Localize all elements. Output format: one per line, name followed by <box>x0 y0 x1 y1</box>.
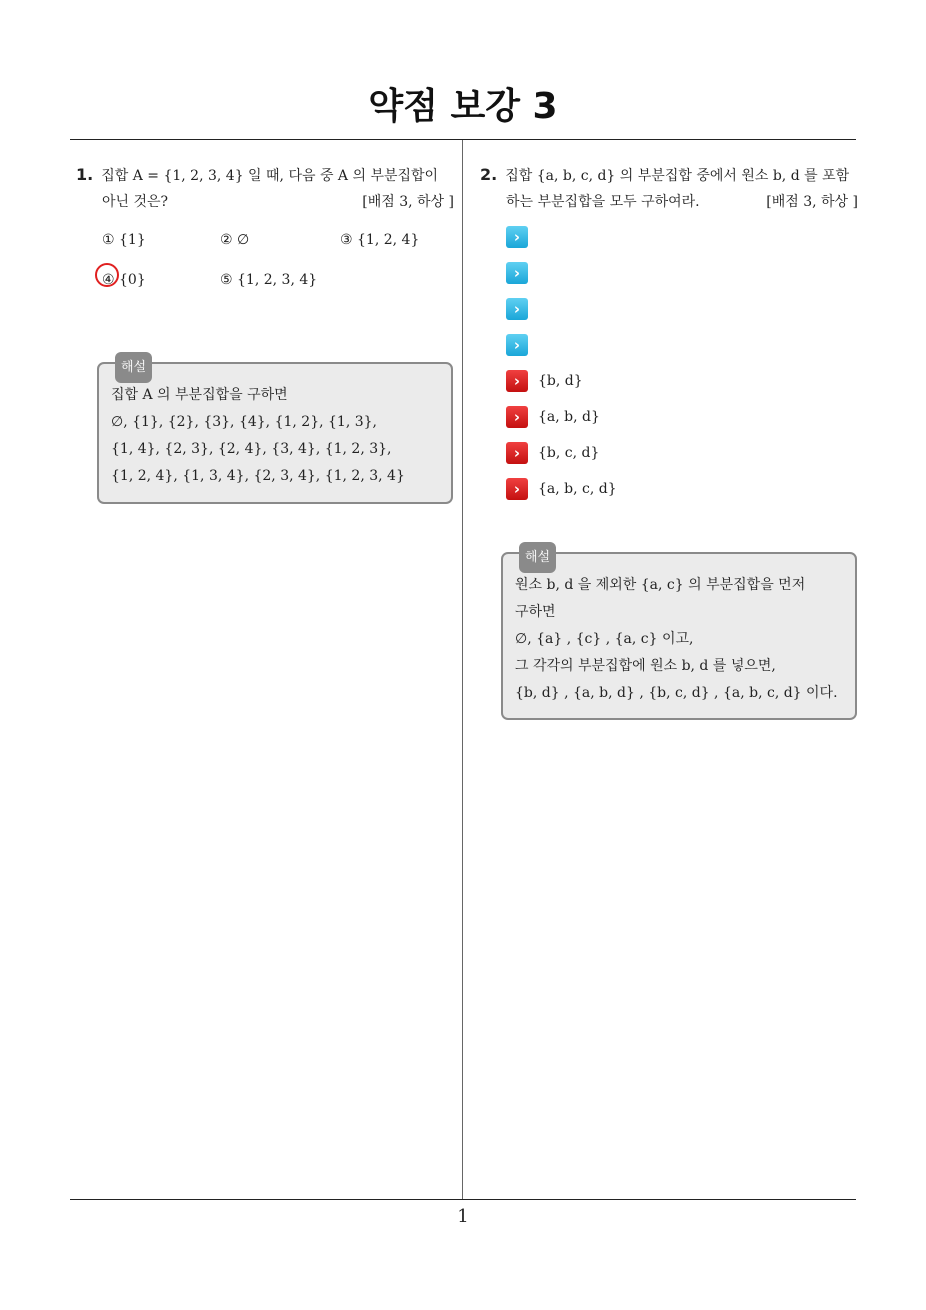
solution-box-2 <box>501 552 857 720</box>
points-label: [배점 3, 하상 ] <box>362 194 454 210</box>
solution-line: 그 각각의 부분집합에 원소 b, d 를 넣으면, <box>515 658 776 674</box>
solution-line: {1, 4}, {2, 3}, {2, 4}, {3, 4}, {1, 2, 3}, <box>111 441 392 457</box>
solution-line: 원소 b, d 을 제외한 {a, c} 의 부분집합을 먼저 <box>515 577 806 593</box>
answer-row <box>506 363 858 399</box>
choice-4[interactable] <box>102 267 146 293</box>
solution-box-1 <box>97 362 453 504</box>
solution-line: ∅, {1}, {2}, {3}, {4}, {1, 2}, {1, 3}, <box>111 414 377 430</box>
answer-row <box>506 291 858 327</box>
answer-row <box>506 471 858 507</box>
answer-text: {a, b, c, d} <box>538 481 617 497</box>
choice-5[interactable] <box>220 267 317 293</box>
answer-row <box>506 399 858 435</box>
choice-2[interactable] <box>220 227 249 253</box>
chevron-right-icon[interactable]: › <box>506 298 528 320</box>
question-number: 2. <box>480 165 498 184</box>
choice-mark: ③ <box>340 232 353 248</box>
question-number: 1. <box>76 165 94 184</box>
column-divider <box>462 140 463 1200</box>
choice-3[interactable] <box>340 227 419 253</box>
chevron-right-icon[interactable]: › <box>506 334 528 356</box>
top-rule <box>70 139 856 140</box>
chevron-right-icon[interactable]: › <box>506 478 528 500</box>
solution-line: {b, d} , {a, b, d} , {b, c, d} , {a, b, c, d} 이다. <box>515 685 838 701</box>
chevron-right-icon[interactable]: › <box>506 406 528 428</box>
answer-list <box>480 219 858 507</box>
page-number: 1 <box>457 1206 469 1227</box>
page-title: 약점 보강 3 <box>368 86 558 127</box>
answer-text: {a, b, d} <box>538 409 600 425</box>
answer-text: {b, c, d} <box>538 445 600 461</box>
question-1 <box>76 162 454 317</box>
solution-tag: 해설 <box>115 352 152 383</box>
points-label: [배점 3, 하상 ] <box>766 194 858 210</box>
choice-text: {1} <box>119 232 146 248</box>
question-text-cont: 하는 부분집합을 모두 구하여라. <box>506 194 700 210</box>
question-text: 집합 {a, b, c, d} 의 부분집합 중에서 원소 b, d 를 포함 <box>505 168 850 184</box>
selected-answer-circle <box>95 263 119 287</box>
solution-tag: 해설 <box>519 542 556 573</box>
question-2 <box>480 162 858 507</box>
choice-1[interactable] <box>102 227 146 253</box>
choice-text: {0} <box>119 272 146 288</box>
question-text-cont: 아닌 것은? <box>102 194 169 210</box>
question-text: 집합 A = {1, 2, 3, 4} 일 때, 다음 중 A 의 부분집합이 <box>101 168 439 184</box>
answer-row <box>506 255 858 291</box>
choice-text: {1, 2, 4} <box>357 232 420 248</box>
answer-row <box>506 327 858 363</box>
answer-row <box>506 435 858 471</box>
choice-text: ∅ <box>237 232 250 248</box>
bottom-rule <box>70 1199 856 1200</box>
solution-line: {1, 2, 4}, {1, 3, 4}, {2, 3, 4}, {1, 2, 3, 4} <box>111 468 405 484</box>
solution-line: ∅, {a} , {c} , {a, c} 이고, <box>515 631 694 647</box>
chevron-right-icon[interactable]: › <box>506 262 528 284</box>
chevron-right-icon[interactable]: › <box>506 226 528 248</box>
choice-mark: ① <box>102 232 115 248</box>
solution-line: 구하면 <box>515 604 556 620</box>
chevron-right-icon[interactable]: › <box>506 442 528 464</box>
choice-mark: ② <box>220 232 233 248</box>
chevron-right-icon[interactable]: › <box>506 370 528 392</box>
solution-line: 집합 A 의 부분집합을 구하면 <box>111 387 288 403</box>
answer-row <box>506 219 858 255</box>
choice-text: {1, 2, 3, 4} <box>237 272 318 288</box>
choice-mark: ④ <box>102 272 115 288</box>
choices <box>76 227 454 317</box>
answer-text: {b, d} <box>538 373 583 389</box>
choice-mark: ⑤ <box>220 272 233 288</box>
